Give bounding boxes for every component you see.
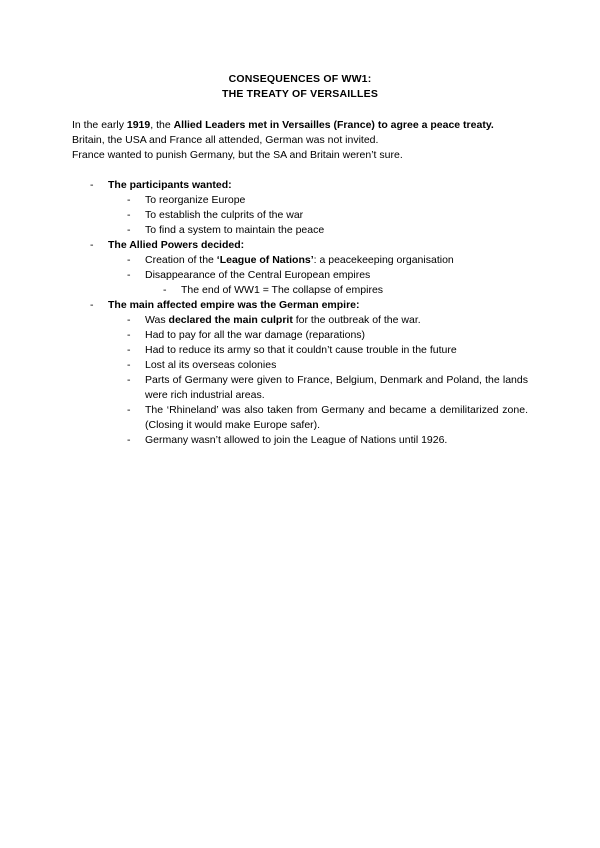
bullet-dash: - [127, 404, 131, 416]
bullet-dash: - [127, 209, 131, 221]
title-line-1: CONSEQUENCES OF WW1: [228, 73, 372, 85]
bullet-dash: - [90, 179, 94, 191]
bullet-dash: - [163, 284, 167, 296]
bullet-dash: - [127, 329, 131, 341]
list-item: To establish the culprits of the war [145, 209, 304, 221]
section-heading-allied-powers: The Allied Powers decided: [108, 239, 245, 251]
list-item: Had to reduce its army so that it couldn’t cause trouble in the future [145, 344, 457, 356]
list-item: To reorganize Europe [145, 194, 246, 206]
bullet-dash: - [90, 299, 94, 311]
list-item: Disappearance of the Central European empires [145, 269, 371, 281]
intro-paragraph-1: In the early 1919, the Allied Leaders met in Versailles (France) to agree a peace treaty. [72, 119, 494, 131]
bullet-dash: - [127, 269, 131, 281]
list-subitem: The end of WW1 = The collapse of empires [181, 284, 384, 296]
list-item: Was declared the main culprit for the outbreak of the war. [145, 314, 421, 326]
list-item: The ‘Rhineland’ was also taken from Germany and became a demilitarized zone. (Closing it would make Europe safer). [145, 404, 528, 431]
bullet-dash: - [127, 434, 131, 446]
title-line-2: THE TREATY OF VERSAILLES [221, 88, 379, 100]
bullet-dash: - [127, 359, 131, 371]
bullet-dash: - [90, 239, 94, 251]
intro-paragraph-2: Britain, the USA and France all attended, German was not invited. [72, 134, 379, 146]
bullet-dash: - [127, 374, 131, 386]
list-item: Parts of Germany were given to France, Belgium, Denmark and Poland, the lands were rich industrial areas. [145, 374, 528, 401]
list-item: Creation of the ‘League of Nations’: a peacekeeping organisation [145, 254, 454, 266]
bullet-dash: - [127, 314, 131, 326]
bullet-dash: - [127, 344, 131, 356]
bullet-dash: - [127, 254, 131, 266]
list-item: Germany wasn’t allowed to join the League of Nations until 1926. [145, 434, 448, 446]
bullet-dash: - [127, 224, 131, 236]
section-heading-german-empire: The main affected empire was the German empire: [108, 299, 360, 311]
bullet-dash: - [127, 194, 131, 206]
list-item: To find a system to maintain the peace [145, 224, 325, 236]
list-item: Lost al its overseas colonies [145, 359, 277, 371]
list-item: Had to pay for all the war damage (reparations) [145, 329, 366, 341]
section-heading-participants: The participants wanted: [108, 179, 232, 191]
intro-paragraph-3: France wanted to punish Germany, but the SA and Britain weren’t sure. [72, 149, 403, 161]
